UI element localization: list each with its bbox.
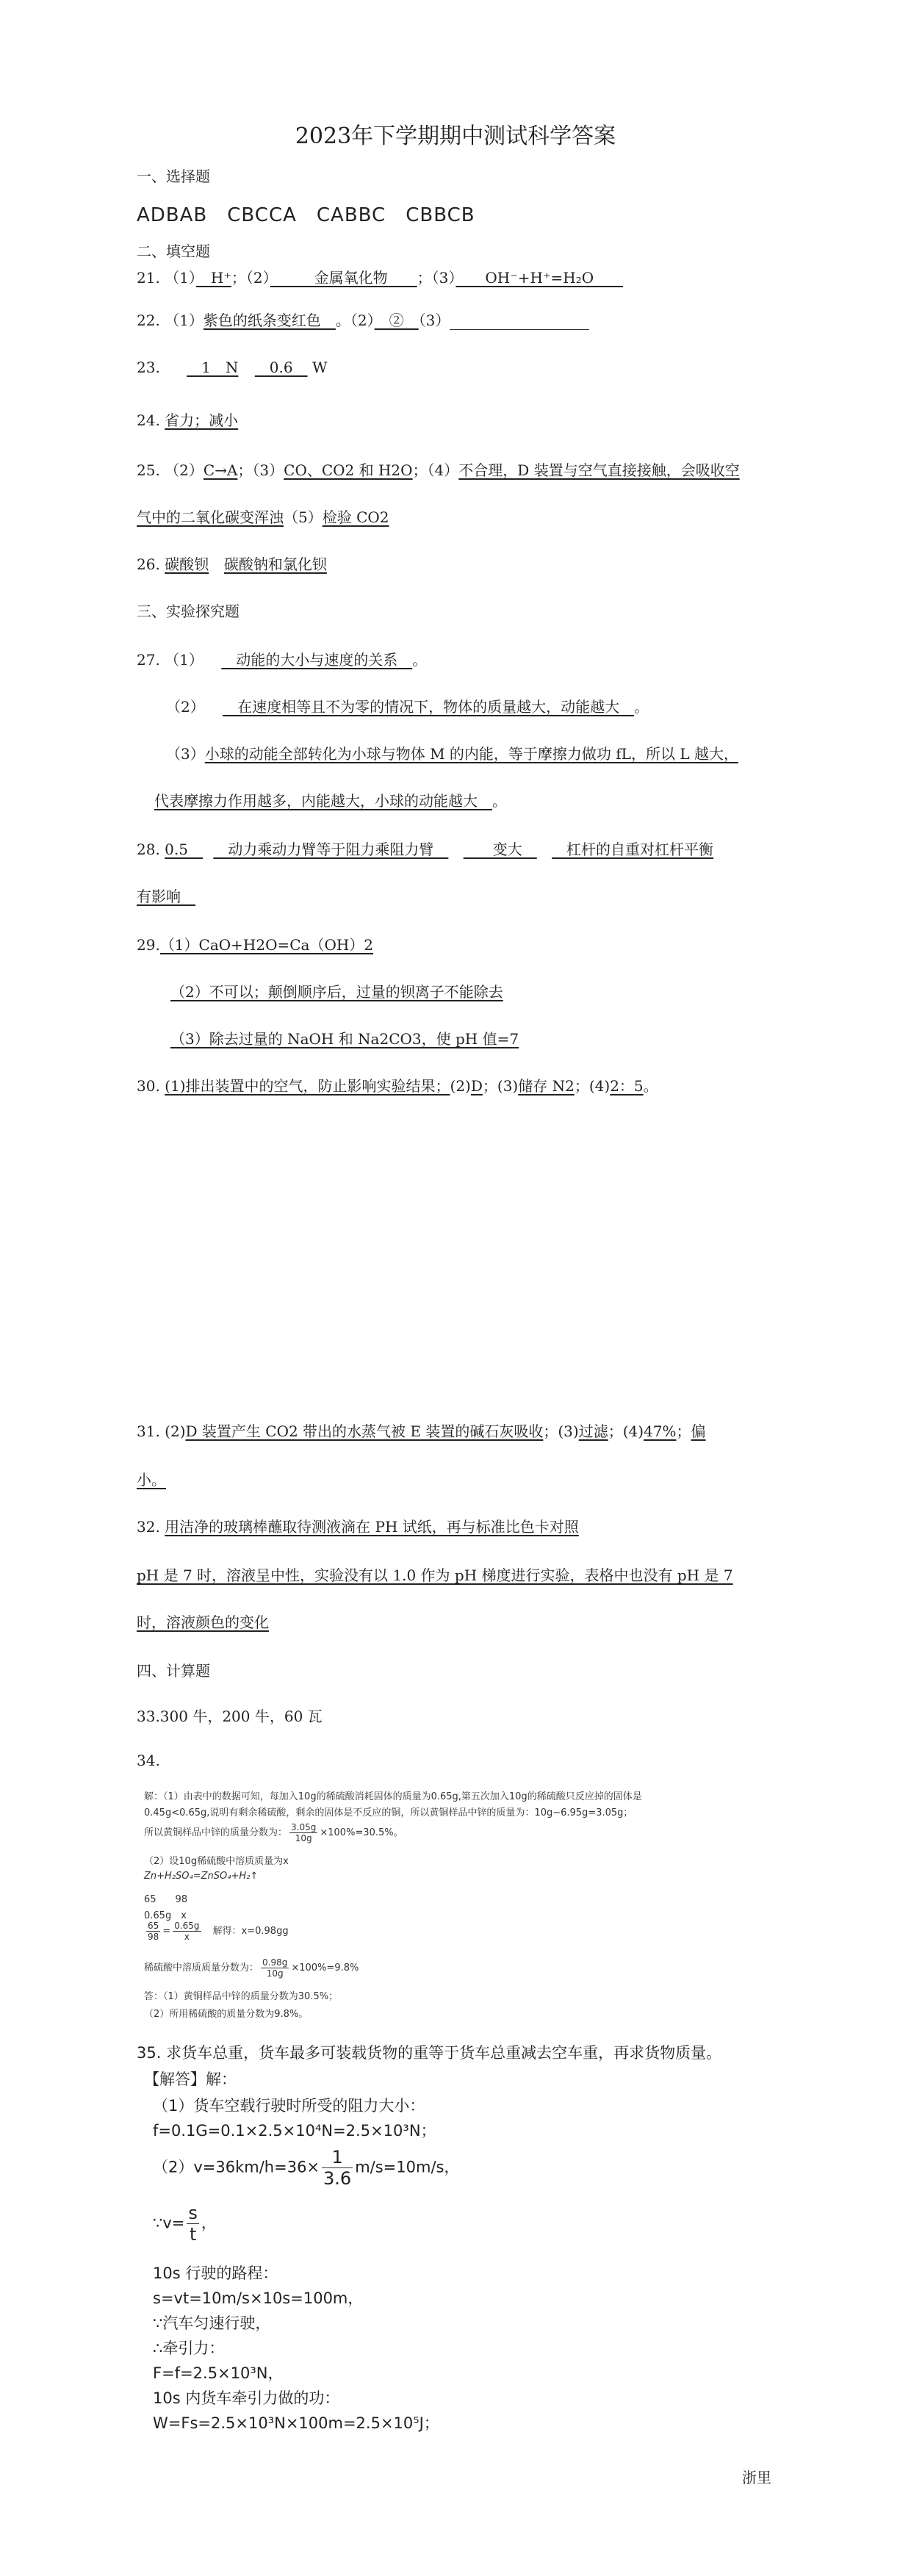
question-26 (137, 553, 327, 574)
question-28 (137, 838, 713, 859)
fraction (187, 2203, 199, 2245)
answer-text: H⁺ (195, 269, 231, 287)
prompt-text: （2） (165, 461, 204, 479)
question-29-part3 (170, 1027, 519, 1048)
fraction-denominator: x (184, 1932, 190, 1942)
solution-text: = (162, 1926, 171, 1937)
solution-text: 稀硫酸中溶质质量分数为： (144, 1962, 259, 1974)
solution-line: ∴牵引力： (153, 2339, 225, 2357)
question-29 (137, 933, 373, 954)
question-24 (137, 409, 238, 430)
solution-line: f=0.1G=0.1×2.5×10⁴N=2.5×10³N； (153, 2122, 436, 2140)
question-22 (137, 309, 589, 330)
fraction (146, 1921, 160, 1942)
solution-text: ， (201, 2214, 217, 2232)
prompt-text: （1） (165, 312, 204, 329)
section-heading-fill: 二、填空题 (137, 242, 210, 260)
prompt-text: (2) (165, 1422, 186, 1440)
section-heading-calc: 四、计算题 (137, 1662, 210, 1680)
prompt-text: ；(3) (482, 1077, 519, 1095)
solution-line: 10s 内货车牵引力做的功： (153, 2389, 340, 2407)
question-31-continued (137, 1468, 166, 1489)
solution-line: 0.45g<0.65g,说明有剩余稀硫酸，剩余的固体是不反应的铜，所以黄铜样品中锌的质量为：10g−6.95g=3.05g； (144, 1807, 633, 1818)
solution-line (153, 2203, 217, 2245)
question-23 (137, 356, 328, 377)
question-32-line3: 时，溶液颜色的变化 (137, 1613, 269, 1631)
answer-text: D 装置产生 CO2 带出的水蒸气被 E 装置的碱石灰吸收 (185, 1422, 544, 1440)
answer-text: 0.6 (254, 359, 308, 376)
unit-text: W (312, 359, 328, 376)
question-25 (137, 458, 740, 480)
fraction (261, 1957, 289, 1979)
solution-text: ∵v= (153, 2214, 185, 2232)
fraction (173, 1921, 201, 1942)
prompt-text: （3） (166, 745, 205, 763)
solution-text: ×100%=9.8% (291, 1962, 359, 1974)
answer-text: 小。 (137, 1471, 166, 1489)
answer-text: 偏 (691, 1422, 706, 1440)
question-number: 28. (137, 841, 160, 858)
solution-line: F=f=2.5×10³N， (153, 2364, 284, 2382)
answer-text: 气中的二氧化碳变浑浊 (137, 508, 284, 526)
answer-text: 杠杆的自重对杠杆平衡 (552, 841, 714, 858)
solution-text: 所以黄铜样品中锌的质量分数为： (144, 1827, 288, 1838)
question-number: 21. (137, 269, 160, 287)
prompt-text: 。 (634, 698, 649, 716)
answer-text: 动力乘动力臂等于阻力乘阻力臂 (213, 841, 449, 858)
question-25-continued (137, 506, 389, 527)
question-27-part3 (166, 742, 738, 763)
fraction-numerator: 65 (148, 1921, 159, 1931)
answer-text: CO、CO2 和 H2O (284, 461, 413, 479)
choice-answers: ADBAB CBCCA CABBC CBBCB (137, 204, 475, 226)
question-32-line2: pH 是 7 时，溶液呈中性，实验没有以 1.0 作为 pH 梯度进行实验，表格中也没有 pH 是 7 (137, 1566, 733, 1584)
answer-text: （1）CaO+H2O=Ca（OH）2 (159, 936, 374, 954)
solution-text: ×100%=30.5%。 (320, 1827, 403, 1838)
question-31 (137, 1420, 706, 1441)
prompt-text: ；(4) (574, 1077, 611, 1095)
solution-line (153, 2147, 459, 2189)
prompt-text: ；(4) (608, 1422, 644, 1440)
answer-text: 碳酸钠和氯化钡 (223, 555, 327, 573)
prompt-text: 。 (643, 1077, 658, 1095)
answer-text: 2：5 (610, 1077, 644, 1095)
prompt-text: （5） (284, 508, 323, 526)
fraction-denominator: 98 (148, 1932, 159, 1942)
prompt-text: 。 (492, 792, 507, 810)
solution-line: （2）设10g稀硫酸中溶质质量为x (144, 1856, 289, 1867)
answer-text: 金属氧化物 (270, 269, 417, 287)
question-number: 30. (137, 1077, 160, 1095)
prompt-text: ；(3) (543, 1422, 579, 1440)
solution-line (144, 1822, 403, 1843)
fraction (289, 1822, 317, 1843)
solution-text: 解得：x=0.98gg (203, 1926, 289, 1937)
question-27 (137, 648, 427, 669)
answer-text: D (470, 1077, 483, 1095)
fraction-numerator: 3.05g (291, 1822, 317, 1832)
page-title: 2023年下学期期中测试科学答案 (295, 123, 616, 149)
solution-line: W=Fs=2.5×10³N×100m=2.5×10⁵J； (153, 2414, 439, 2432)
fraction-numerator: 0.98g (262, 1957, 288, 1968)
solution-line: s=vt=10m/s×10s=100m， (153, 2289, 364, 2307)
fraction-denominator: 10g (266, 1968, 284, 1979)
fraction (322, 2147, 353, 2189)
solution-text: m/s=10m/s， (355, 2158, 460, 2176)
answer-text: 在速度相等且不为零的情况下，物体的质量越大，动能越大 (223, 698, 635, 716)
solution-line: （2）所用稀硫酸的质量分数为9.8%。 (144, 2009, 309, 2020)
answer-text: 碳酸钡 (165, 555, 209, 573)
prompt-text: ； (676, 1422, 691, 1440)
solution-line: 解：（1）由表中的数据可知，每加入10g的稀硫酸消耗固体的质量为0.65g,第五次加入10g的稀硫酸只反应掉的固体是 (144, 1791, 642, 1802)
prompt-text: ；（4） (412, 461, 459, 479)
prompt-text: （2） (166, 698, 205, 716)
question-number: 27. (137, 651, 160, 669)
answer-text: 0.5 (165, 841, 203, 858)
solution-line (144, 1957, 359, 1979)
solution-line: 答：（1）黄铜样品中锌的质量分数为30.5%； (144, 1991, 339, 2002)
question-number: 31. (137, 1422, 160, 1440)
empty-blank (450, 314, 589, 330)
chemical-equation: Zn+H₂SO₄=ZnSO₄+H₂↑ (144, 1871, 259, 1882)
answer-text: ② (374, 312, 419, 329)
fraction-denominator: t (189, 2224, 197, 2245)
question-35: 35. 求货车总重，货车最多可装载货物的重等于货车总重减去空车重，再求货物质量。 (137, 2044, 722, 2062)
question-21 (137, 266, 623, 287)
solution-line: 【解答】解： (144, 2070, 237, 2088)
answer-text: 代表摩擦力作用越多，内能越大，小球的动能越大 (154, 792, 492, 810)
answer-text: OH⁻+H⁺=H₂O (455, 269, 624, 287)
fraction-numerator: 0.65g (174, 1921, 200, 1931)
answer-text: 过滤 (578, 1422, 608, 1440)
prompt-text: ；（3） (417, 269, 456, 287)
question-29-part2 (170, 980, 503, 1001)
solution-line: 10s 行驶的路程： (153, 2264, 278, 2282)
answer-text: 用洁净的玻璃棒蘸取待测液滴在 PH 试纸，再与标准比色卡对照 (165, 1518, 579, 1536)
prompt-text: （3） (418, 312, 450, 329)
question-34-number: 34. (137, 1752, 160, 1769)
question-27-part2 (166, 695, 649, 716)
answer-text: 小球的动能全部转化为小球与物体 M 的内能，等于摩擦力做功 fL，所以 L 越大， (204, 745, 738, 763)
fraction-denominator: 10g (295, 1833, 312, 1843)
answer-text: 动能的大小与速度的关系 (221, 651, 413, 669)
solution-line (144, 1921, 289, 1942)
question-28-continued (137, 885, 195, 906)
question-number: 26. (137, 555, 160, 573)
answer-text: C→A (203, 461, 238, 479)
answer-text: (1)排出装置中的空气，防止影响实验结果； (165, 1077, 450, 1095)
fraction-numerator: s (188, 2203, 198, 2223)
prompt-text: （1） (165, 269, 196, 287)
section-heading-choice: 一、选择题 (137, 168, 210, 185)
answer-text: 47% (644, 1422, 677, 1440)
solution-line: 0.65g x (144, 1910, 187, 1921)
prompt-text: ；（2） (231, 269, 270, 287)
solution-text: （2）v=36km/h=36× (153, 2158, 320, 2176)
answer-text: 紫色的纸条变红色 (203, 312, 336, 329)
question-30 (137, 1074, 658, 1095)
answer-text: （3）除去过量的 NaOH 和 Na2CO3，使 pH 值=7 (170, 1030, 519, 1048)
solution-line: 65 98 (144, 1894, 188, 1905)
question-number: 23. (137, 359, 160, 376)
prompt-text: 。（2） (335, 312, 375, 329)
question-number: 22. (137, 312, 160, 329)
answer-text: （2）不可以；颠倒顺序后，过量的钡离子不能除去 (170, 983, 503, 1001)
answer-text: 1 N (187, 359, 239, 376)
prompt-text: （1） (165, 651, 204, 669)
fraction-denominator: 3.6 (323, 2168, 352, 2189)
question-number: 25. (137, 461, 160, 479)
prompt-text: 。 (412, 651, 428, 669)
question-number: 32. (137, 1518, 160, 1536)
prompt-text: (2) (450, 1077, 471, 1095)
answer-text: 不合理，D 装置与空气直接接触，会吸收空 (458, 461, 740, 479)
answer-text: 储存 N2 (518, 1077, 575, 1095)
prompt-text: ；（3） (237, 461, 284, 479)
answer-text: 有影响 (137, 888, 195, 905)
section-heading-experiment: 三、实验探究题 (137, 602, 240, 620)
question-number: 29. (137, 936, 160, 954)
answer-text: 检验 CO2 (322, 508, 389, 526)
question-27-part3-continued (154, 789, 507, 810)
footer-watermark: 浙里 (742, 2469, 771, 2486)
answer-text: 变大 (463, 841, 537, 858)
question-number: 24. (137, 411, 160, 429)
fraction-numerator: 1 (322, 2147, 353, 2168)
solution-line: ∵汽车匀速行驶， (153, 2314, 271, 2332)
answer-text: 省力；减小 (165, 411, 239, 429)
solution-line: （1）货车空载行驶时所受的阻力大小： (153, 2097, 425, 2115)
question-32 (137, 1515, 579, 1536)
question-33: 33.300 牛，200 牛，60 瓦 (137, 1708, 323, 1725)
